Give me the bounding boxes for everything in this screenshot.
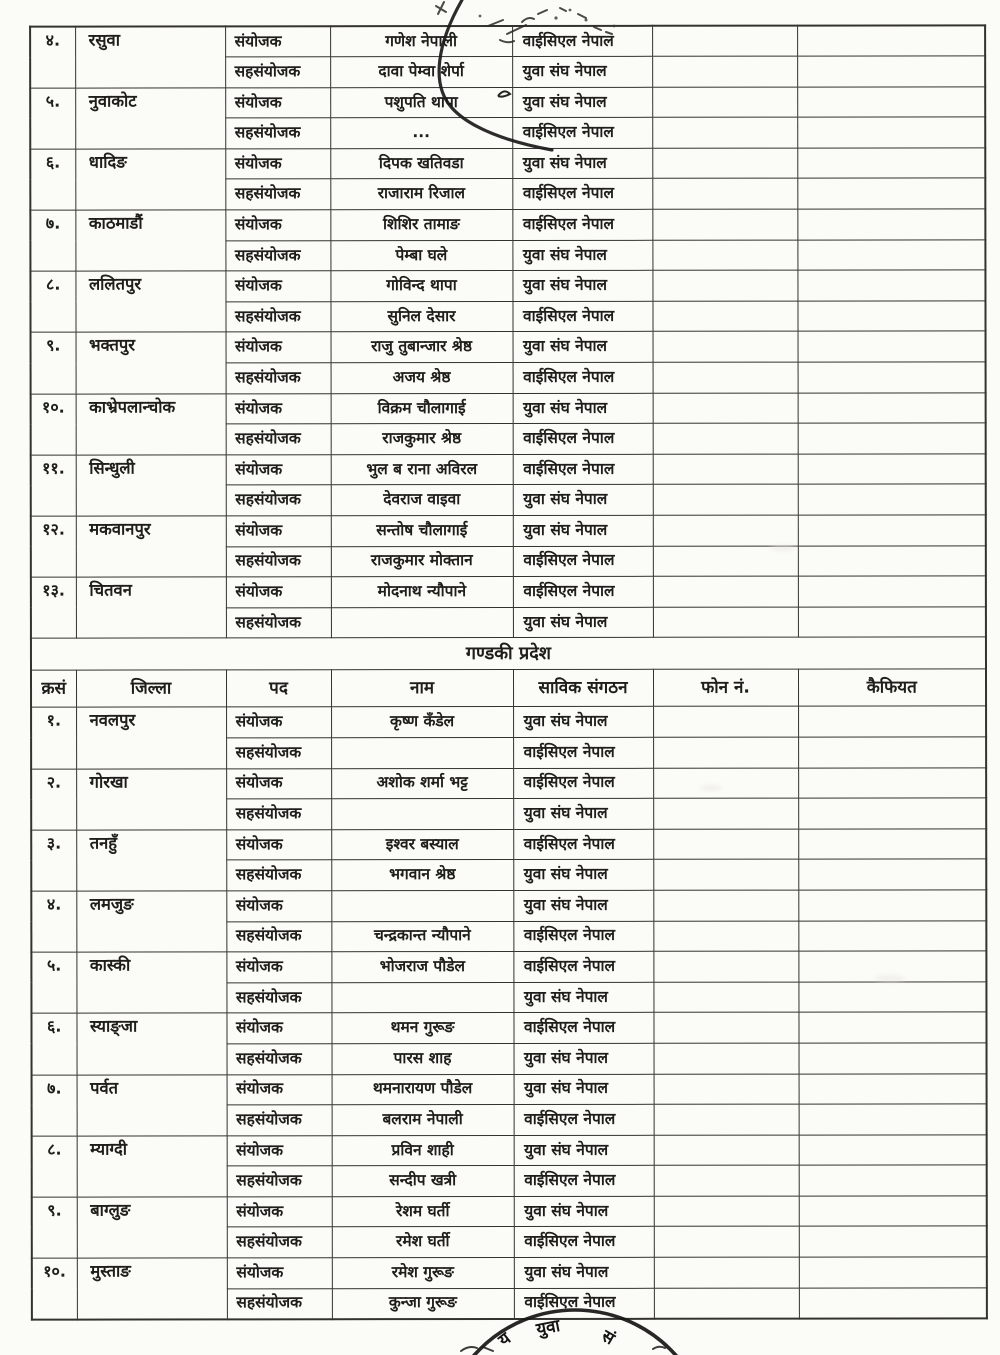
district-cell: पर्वत	[77, 1074, 227, 1135]
district-cell: ललितपुर	[75, 271, 225, 332]
remark-cell	[798, 423, 986, 454]
serial-cell: ४.	[31, 891, 76, 952]
district-cell: गोरखा	[76, 768, 226, 829]
name-cell: गोविन्द थापा	[330, 271, 512, 302]
table-row	[32, 1257, 987, 1289]
remark-cell	[797, 209, 985, 240]
column-header-row	[31, 669, 986, 707]
district-cell: सिन्धुली	[76, 455, 226, 516]
name-cell	[331, 890, 513, 921]
column-header-1: जिल्ला	[76, 670, 226, 707]
scan-smudge	[770, 545, 796, 551]
post-cell: संयोजक	[227, 1135, 332, 1166]
phone-cell	[652, 56, 797, 87]
district-cell: काभ्रेपलान्चोक	[76, 394, 226, 455]
org-cell: वाईसिएल नेपाल	[512, 179, 652, 210]
org-cell: युवा संघ नेपाल	[512, 240, 652, 271]
remark-cell	[799, 1287, 987, 1318]
remark-cell	[797, 56, 985, 87]
phone-cell	[652, 179, 797, 210]
org-cell: युवा संघ नेपाल	[513, 515, 653, 546]
phone-cell	[654, 1074, 799, 1105]
phone-cell	[653, 454, 798, 485]
phone-cell	[654, 1227, 799, 1258]
remark-cell	[798, 545, 986, 576]
column-header-2: पद	[226, 670, 331, 707]
name-cell: शिशिर तामाङ	[330, 210, 512, 241]
post-cell: संयोजक	[226, 332, 331, 363]
phone-cell	[652, 301, 797, 332]
phone-cell	[653, 485, 798, 516]
org-cell: वाईसिएल नेपाल	[513, 576, 653, 607]
district-cell: कास्की	[76, 952, 226, 1013]
phone-cell	[653, 607, 798, 638]
phone-cell	[653, 362, 798, 393]
phone-cell	[652, 87, 797, 118]
remark-cell	[799, 1104, 987, 1135]
remark-cell	[797, 239, 985, 270]
org-cell: युवा संघ नेपाल	[513, 798, 653, 829]
org-cell: युवा संघ नेपाल	[514, 1043, 654, 1074]
name-cell	[331, 799, 513, 830]
table-row	[31, 829, 986, 861]
remark-cell	[799, 1165, 987, 1196]
phone-cell	[653, 859, 798, 890]
phone-cell	[653, 423, 798, 454]
name-cell: राजकुमार श्रेष्ठ	[331, 424, 513, 455]
org-cell: युवा संघ नेपाल	[512, 56, 652, 87]
org-cell: युवा संघ नेपाल	[513, 890, 653, 921]
serial-cell: १०.	[31, 394, 76, 455]
column-header-6: कैफियत	[798, 669, 986, 706]
phone-cell	[654, 1104, 799, 1135]
org-cell: वाईसिएल नेपाल	[513, 424, 653, 455]
remark-cell	[798, 331, 986, 362]
phone-cell	[653, 706, 798, 737]
name-cell: दावा पेम्वा शेर्पा	[330, 57, 512, 88]
phone-cell	[654, 1196, 799, 1227]
phone-cell	[653, 951, 798, 982]
name-cell: भोजराज पौडेल	[331, 952, 513, 983]
post-cell: संयोजक	[227, 1258, 332, 1289]
serial-cell: ७.	[30, 210, 75, 271]
district-cell: भक्तपुर	[76, 332, 226, 393]
name-cell: विक्रम चौलागाई	[331, 393, 513, 424]
remark-cell	[797, 301, 985, 332]
name-cell	[331, 607, 513, 638]
org-cell: युवा संघ नेपाल	[513, 393, 653, 424]
table-row	[30, 270, 985, 302]
name-cell: पेम्बा घले	[330, 240, 512, 271]
post-cell: सहसंयोजक	[226, 424, 331, 455]
name-cell: सन्तोष चौलागाई	[331, 515, 513, 546]
remark-cell	[798, 890, 986, 921]
table-row	[31, 515, 986, 547]
post-cell: सहसंयोजक	[226, 982, 331, 1013]
remark-cell	[798, 767, 986, 798]
post-cell: सहसंयोजक	[226, 921, 331, 952]
post-cell: संयोजक	[226, 516, 331, 547]
district-cell: मुस्ताङ	[77, 1258, 227, 1319]
org-cell: वाईसिएल नेपाल	[513, 768, 653, 799]
phone-cell	[654, 1257, 799, 1288]
org-cell: युवा संघ नेपाल	[512, 271, 652, 302]
post-cell: संयोजक	[225, 26, 330, 57]
district-cell: काठमाडौं	[75, 210, 225, 271]
scan-smudge	[875, 975, 905, 982]
phone-cell	[652, 240, 797, 271]
post-cell: सहसंयोजक	[225, 118, 330, 149]
phone-cell	[652, 26, 797, 57]
section-title-row	[31, 637, 986, 670]
name-cell: रेशम घर्ती	[332, 1196, 514, 1227]
table-row	[30, 25, 985, 57]
org-cell: वाईसिएल नेपाल	[512, 26, 652, 57]
post-cell: संयोजक	[226, 707, 331, 738]
phone-cell	[654, 1288, 799, 1319]
phone-cell	[653, 515, 798, 546]
remark-cell	[797, 25, 985, 56]
serial-cell: ७.	[32, 1075, 77, 1136]
remark-cell	[798, 392, 986, 423]
post-cell: सहसंयोजक	[227, 1166, 332, 1197]
serial-cell: ११.	[31, 455, 76, 516]
remark-cell	[798, 607, 986, 638]
district-cell: नवलपुर	[76, 707, 226, 768]
serial-cell: १.	[31, 707, 76, 768]
remark-cell	[798, 982, 986, 1013]
org-cell: वाईसिएल नेपाल	[513, 921, 653, 952]
post-cell: संयोजक	[226, 1013, 331, 1044]
table-row	[31, 454, 986, 486]
org-cell: वाईसिएल नेपाल	[513, 829, 653, 860]
name-cell: बलराम नेपाली	[332, 1105, 514, 1136]
org-cell: वाईसिएल नेपाल	[514, 1104, 654, 1135]
name-cell: अशोक शर्मा भट्ट	[331, 768, 513, 799]
table-row	[32, 1135, 987, 1167]
stamp-text-fragment: युवा	[534, 1315, 562, 1341]
phone-cell	[654, 1135, 799, 1166]
name-cell: भुल ब राना अविरल	[331, 454, 513, 485]
table-row	[30, 87, 985, 119]
district-cell: चितवन	[76, 577, 226, 638]
name-cell: पारस शाह	[332, 1043, 514, 1074]
org-cell: युवा संघ नेपाल	[513, 707, 653, 738]
phone-cell	[652, 117, 797, 148]
post-cell: संयोजक	[226, 891, 331, 922]
serial-cell: ३.	[31, 830, 76, 891]
org-cell: युवा संघ नेपाल	[514, 1257, 654, 1288]
phone-cell	[653, 890, 798, 921]
post-cell: सहसंयोजक	[226, 485, 331, 516]
phone-cell	[653, 332, 798, 363]
table-row	[30, 148, 985, 180]
remark-cell	[798, 829, 986, 860]
phone-cell	[653, 829, 798, 860]
post-cell: संयोजक	[225, 87, 330, 118]
post-cell: संयोजक	[226, 577, 331, 608]
phone-cell	[653, 576, 798, 607]
section-title: गण्डकी प्रदेश	[31, 637, 986, 670]
name-cell	[331, 982, 513, 1013]
remark-cell	[797, 270, 985, 301]
post-cell: संयोजक	[226, 393, 331, 424]
post-cell: सहसंयोजक	[226, 799, 331, 830]
phone-cell	[652, 270, 797, 301]
table-row	[31, 951, 986, 983]
post-cell: सहसंयोजक	[226, 738, 331, 769]
name-cell: गणेश नेपाली	[330, 26, 512, 57]
district-cell: स्याङ्जा	[76, 1013, 226, 1074]
phone-cell	[653, 798, 798, 829]
table-row	[31, 331, 986, 363]
post-cell: संयोजक	[226, 829, 331, 860]
district-cell: रसुवा	[75, 26, 225, 87]
table-row	[31, 576, 986, 608]
remark-cell	[799, 1043, 987, 1074]
name-cell: ...	[330, 118, 512, 149]
phone-cell	[653, 768, 798, 799]
post-cell: सहसंयोजक	[227, 1105, 332, 1136]
name-cell: पशुपति थापा	[330, 87, 512, 118]
org-cell: वाईसिएल नेपाल	[512, 209, 652, 240]
post-cell: सहसंयोजक	[227, 1227, 332, 1258]
org-cell: वाईसिएल नेपाल	[512, 118, 652, 149]
serial-cell: ६.	[30, 149, 75, 210]
remark-cell	[798, 484, 986, 515]
remark-cell	[798, 859, 986, 890]
name-cell: चन्द्रकान्त न्यौपाने	[331, 921, 513, 952]
remark-cell	[798, 515, 986, 546]
post-cell: सहसंयोजक	[227, 1288, 332, 1319]
post-cell: सहसंयोजक	[227, 1044, 332, 1075]
name-cell: थमनारायण पौडेल	[332, 1074, 514, 1105]
district-cell: नुवाकोट	[75, 88, 225, 149]
name-cell: थमन गुरूङ	[331, 1013, 513, 1044]
post-cell: सहसंयोजक	[225, 57, 330, 88]
org-cell: वाईसिएल नेपाल	[513, 737, 653, 768]
district-cell: धादिङ	[75, 149, 225, 210]
phone-cell	[654, 1165, 799, 1196]
remark-cell	[797, 178, 985, 209]
post-cell: सहसंयोजक	[226, 363, 331, 394]
table-row	[32, 1073, 987, 1105]
remark-cell	[798, 706, 986, 737]
table-row	[30, 209, 985, 241]
roster-table-body	[30, 25, 987, 1319]
phone-cell	[653, 393, 798, 424]
org-cell: वाईसिएल नेपाल	[514, 1227, 654, 1258]
name-cell: कुन्जा गुरूङ	[332, 1288, 514, 1319]
district-cell: म्याग्दी	[77, 1136, 227, 1197]
phone-cell	[653, 737, 798, 768]
stamp-text-fragment: सं	[598, 1326, 618, 1350]
phone-cell	[652, 148, 797, 179]
serial-cell: ८.	[32, 1136, 77, 1197]
table-row	[32, 1196, 987, 1228]
phone-cell	[652, 209, 797, 240]
post-cell: संयोजक	[226, 455, 331, 486]
org-cell: युवा संघ नेपाल	[514, 1074, 654, 1105]
name-cell: देवराज वाइवा	[331, 485, 513, 516]
post-cell: सहसंयोजक	[225, 179, 330, 210]
org-cell: युवा संघ नेपाल	[512, 148, 652, 179]
post-cell: सहसंयोजक	[226, 546, 331, 577]
serial-cell: १०.	[32, 1258, 77, 1319]
scan-smudge	[700, 785, 722, 791]
name-cell: प्रविन शाही	[332, 1135, 514, 1166]
post-cell: संयोजक	[227, 1197, 332, 1228]
org-cell: वाईसिएल नेपाल	[513, 546, 653, 577]
column-header-5: फोन नं.	[653, 669, 798, 706]
district-cell: तनहुँ	[76, 830, 226, 891]
table-row	[31, 1012, 986, 1044]
name-cell: इश्वर बस्याल	[331, 829, 513, 860]
name-cell: सुनिल देसार	[330, 301, 512, 332]
phone-cell	[653, 982, 798, 1013]
post-cell: सहसंयोजक	[226, 608, 331, 639]
org-cell: युवा संघ नेपाल	[513, 332, 653, 363]
serial-cell: ८.	[30, 271, 75, 332]
remark-cell	[797, 87, 985, 118]
org-cell: वाईसिएल नेपाल	[513, 1013, 653, 1044]
serial-cell: ५.	[30, 88, 75, 149]
serial-cell: १२.	[31, 516, 76, 577]
district-cell: मकवानपुर	[76, 516, 226, 577]
org-cell: युवा संघ नेपाल	[513, 607, 653, 638]
post-cell: सहसंयोजक	[226, 860, 331, 891]
table-row	[31, 767, 986, 799]
column-header-0: क्रसं	[31, 670, 76, 707]
post-cell: संयोजक	[226, 768, 331, 799]
remark-cell	[798, 737, 986, 768]
table-row	[31, 392, 986, 424]
stamp-text-fragment: य	[494, 1328, 515, 1351]
post-cell: संयोजक	[225, 210, 330, 241]
serial-cell: ४.	[30, 27, 75, 88]
org-cell: वाईसिएल नेपाल	[513, 951, 653, 982]
org-cell: वाईसिएल नेपाल	[513, 362, 653, 393]
phone-cell	[653, 1012, 798, 1043]
serial-cell: ६.	[31, 1013, 76, 1074]
remark-cell	[799, 1196, 987, 1227]
org-cell: युवा संघ नेपाल	[514, 1135, 654, 1166]
name-cell: रमेश गुरूङ	[332, 1258, 514, 1289]
remark-cell	[798, 1012, 986, 1043]
district-cell: लमजुङ	[76, 891, 226, 952]
remark-cell	[798, 798, 986, 829]
post-cell: सहसंयोजक	[225, 240, 330, 271]
remark-cell	[797, 148, 985, 179]
remark-cell	[798, 362, 986, 393]
post-cell: संयोजक	[225, 149, 330, 180]
name-cell: रमेश घर्ती	[332, 1227, 514, 1258]
column-header-3: नाम	[331, 670, 513, 707]
org-cell: वाईसिएल नेपाल	[514, 1166, 654, 1197]
remark-cell	[797, 117, 985, 148]
name-cell: राजाराम रिजाल	[330, 179, 512, 210]
post-cell: सहसंयोजक	[225, 302, 330, 333]
name-cell: अजय श्रेष्ठ	[331, 363, 513, 394]
post-cell: संयोजक	[226, 952, 331, 983]
serial-cell: ९.	[31, 333, 76, 394]
remark-cell	[799, 1073, 987, 1104]
table-row	[31, 890, 986, 922]
name-cell: भगवान श्रेष्ठ	[331, 860, 513, 891]
phone-cell	[654, 1043, 799, 1074]
roster-table	[29, 24, 988, 1320]
name-cell: मोदनाथ न्यौपाने	[331, 577, 513, 608]
serial-cell: १३.	[31, 577, 76, 638]
remark-cell	[799, 1257, 987, 1288]
district-cell: बाग्लुङ	[77, 1197, 227, 1258]
table-row	[31, 706, 986, 738]
org-cell: युवा संघ नेपाल	[514, 1196, 654, 1227]
org-cell: युवा संघ नेपाल	[513, 485, 653, 516]
org-cell: वाईसिएल नेपाल	[513, 454, 653, 485]
name-cell	[331, 737, 513, 768]
remark-cell	[798, 454, 986, 485]
serial-cell: ५.	[31, 952, 76, 1013]
name-cell: राजु तुबान्जार श्रेष्ठ	[331, 332, 513, 363]
org-cell: युवा संघ नेपाल	[513, 860, 653, 891]
post-cell: संयोजक	[227, 1074, 332, 1105]
name-cell: सन्दीप खत्री	[332, 1166, 514, 1197]
phone-cell	[653, 921, 798, 952]
remark-cell	[798, 920, 986, 951]
remark-cell	[799, 1226, 987, 1257]
remark-cell	[799, 1135, 987, 1166]
serial-cell: २.	[31, 769, 76, 830]
serial-cell: ९.	[32, 1197, 77, 1258]
name-cell: राजकुमार मोक्तान	[331, 546, 513, 577]
column-header-4: साविक संगठन	[513, 670, 653, 707]
remark-cell	[798, 576, 986, 607]
org-cell: युवा संघ नेपाल	[513, 982, 653, 1013]
name-cell: दिपक खतिवडा	[330, 148, 512, 179]
org-cell: वाईसिएल नेपाल	[512, 301, 652, 332]
org-cell: युवा संघ नेपाल	[512, 87, 652, 118]
post-cell: संयोजक	[225, 271, 330, 302]
org-cell: वाईसिएल नेपाल	[514, 1288, 654, 1319]
name-cell: कृष्ण कँडेल	[331, 707, 513, 738]
